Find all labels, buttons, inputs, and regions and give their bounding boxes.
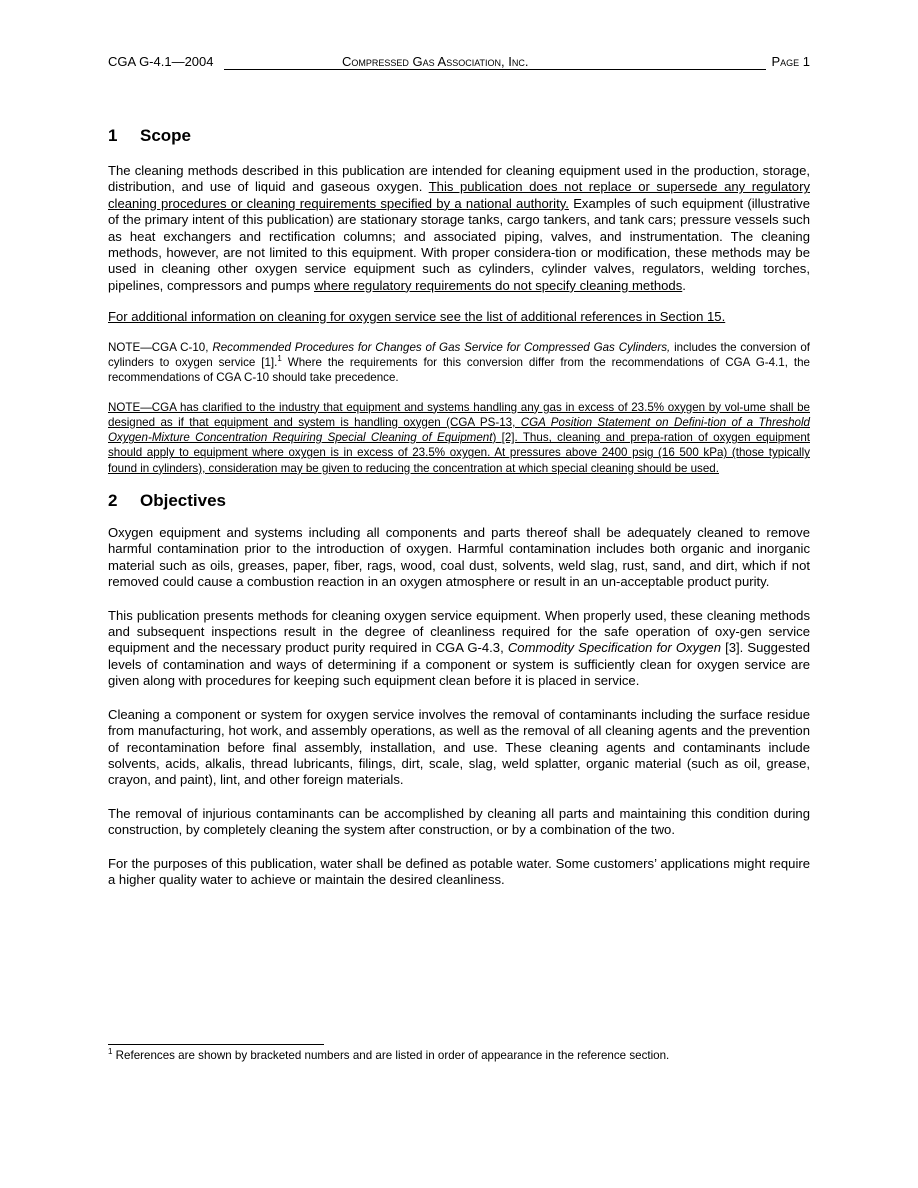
text-run: Where the requirements for this conversion differ from the recommendations of CGA G-4.1, the recommendations of CGA C-10 should take precedence. <box>108 355 810 385</box>
footnote-separator <box>108 1044 324 1045</box>
note-cga-c10 <box>108 340 810 386</box>
section-title: Objectives <box>140 491 226 511</box>
text-run: NOTE—CGA has clarified to the industry that equipment and systems handling any gas in excess of 23.5% oxygen by vol-ume shall be designed as if that equipment and system is handling oxygen (CGA PS-13, <box>108 400 810 429</box>
doc-id: CGA G-4.1—2004 <box>108 54 214 69</box>
text-run: This publication presents methods for cleaning oxygen service equipment. When properly used, these cleaning methods and subsequent inspections result in the degree of cleanliness required for the safe operation of oxy-gen service equipment and the necessary product purity required in CGA G-4.3, <box>108 607 810 656</box>
objectives-paragraph-4: The removal of injurious contaminants can be accomplished by cleaning all parts and maintaining this condition during construction, by completely cleaning the system after construction, or by a combination of the two. <box>108 805 810 838</box>
text-run: Examples of such equipment (illustrative of the primary intent of this publication) are stationary storage tanks, cargo tankers, and tank cars; pressure vessels such as heat exchangers and rectification columns; and associated piping, valves, and instrumentation. The cleaning methods, however, are not limited to this equipment. With proper considera-tion or modification, these methods may be used in cleaning other oxygen service equipment such as cylinders, cylinder valves, regulators, welding torches, pipelines, compressors and pumps <box>108 195 810 293</box>
note-cga-ps13 <box>108 400 810 476</box>
footnote-text: References are shown by bracketed numbers and are listed in order of appearance in the reference section. <box>112 1049 670 1062</box>
text-run: [3]. Suggested levels of contamination and ways of determining if a component or system is sufficiently clean for oxygen service are given along with procedures for keeping such equipment clean before it is placed in service. <box>108 640 810 689</box>
footnote <box>108 1049 810 1063</box>
footnote-mark: 1 <box>108 1047 113 1057</box>
scope-paragraph <box>108 163 810 294</box>
text-run: The cleaning methods described in this publication are intended for cleaning equipment used in the production, storage, distribution, and use of liquid and gaseous oxygen. <box>108 163 810 195</box>
text-run: ) [2]. Thus, cleaning and prepa-ration of oxygen equipment should apply to equipment where oxygen is in excess of 23.5% oxygen. At pressures above 2400 psig (16 500 kPa) (those typically found in cylinders), consideration may be given to reducing the concentration at which special cleaning should be used. <box>108 431 810 475</box>
underlined-text: For additional information on cleaning for oxygen service see the list of additional references in Section 15. <box>108 309 726 325</box>
org-name: Compressed Gas Association, Inc. <box>342 54 529 69</box>
text-run: includes the conversion of cylinders to oxygen service [1]. <box>108 340 811 369</box>
footnote-ref: 1 <box>277 354 282 364</box>
page-header <box>108 54 810 72</box>
section-number: 1 <box>108 126 118 145</box>
objectives-paragraph-1: Oxygen equipment and systems including all components and parts thereof shall be adequately cleaned to remove harmful contamination prior to the introduction of oxygen. Harmful contamination includes both organic and inorganic material such as oils, greases, paper, fiber, rags, wood, coal dust, solvents, weld slag, rust, sand, and dirt, which if not removed could cause a combustion reaction in an oxygen atmosphere or result in an un-acceptable product purity. <box>108 525 810 590</box>
additional-info-paragraph <box>108 309 810 325</box>
objectives-paragraph-3: Cleaning a component or system for oxygen service involves the removal of contaminants including the surface residue from manufacturing, hot work, and assembly operations, as well as the removal of all cleaning agents and the prevention of recontamination before final assembly, installation, and use. These cleaning agents and contaminants include solvents, acids, alkalis, thread lubricants, filings, dirt, scale, slag, weld splatter, organic material (such as oil, grease, crayon, and paint), lint, and other foreign materials. <box>108 706 810 788</box>
section-1-heading <box>108 125 810 147</box>
italic-title: Recommended Procedures for Changes of Gas Service for Compressed Gas Cylinders, <box>212 340 671 354</box>
text-run: NOTE—CGA C-10, <box>108 340 213 354</box>
objectives-paragraph-5: For the purposes of this publication, water shall be defined as potable water. Some customers’ applications might require a higher quality water to achieve or maintain the desired cleanliness. <box>108 855 810 887</box>
objectives-paragraph-2 <box>108 608 810 690</box>
section-2-heading <box>108 490 810 512</box>
page-number: Page 1 <box>771 54 810 69</box>
section-number: 2 <box>108 491 118 511</box>
section-title: Scope <box>140 126 192 145</box>
italic-title: Commodity Specification for Oxygen <box>507 640 721 656</box>
page-body <box>108 122 810 888</box>
underlined-text: This publication does not replace or supersede any regulatory cleaning procedures or cleaning requirements specified by a national authority. <box>108 179 810 211</box>
underlined-text: where regulatory requirements do not specify cleaning methods <box>313 277 683 293</box>
italic-title: CGA Position Statement on Defini-tion of a Threshold Oxygen-Mixture Concentration Requiring Special Cleaning of Equipment <box>108 415 810 445</box>
text-run: . <box>682 277 686 293</box>
